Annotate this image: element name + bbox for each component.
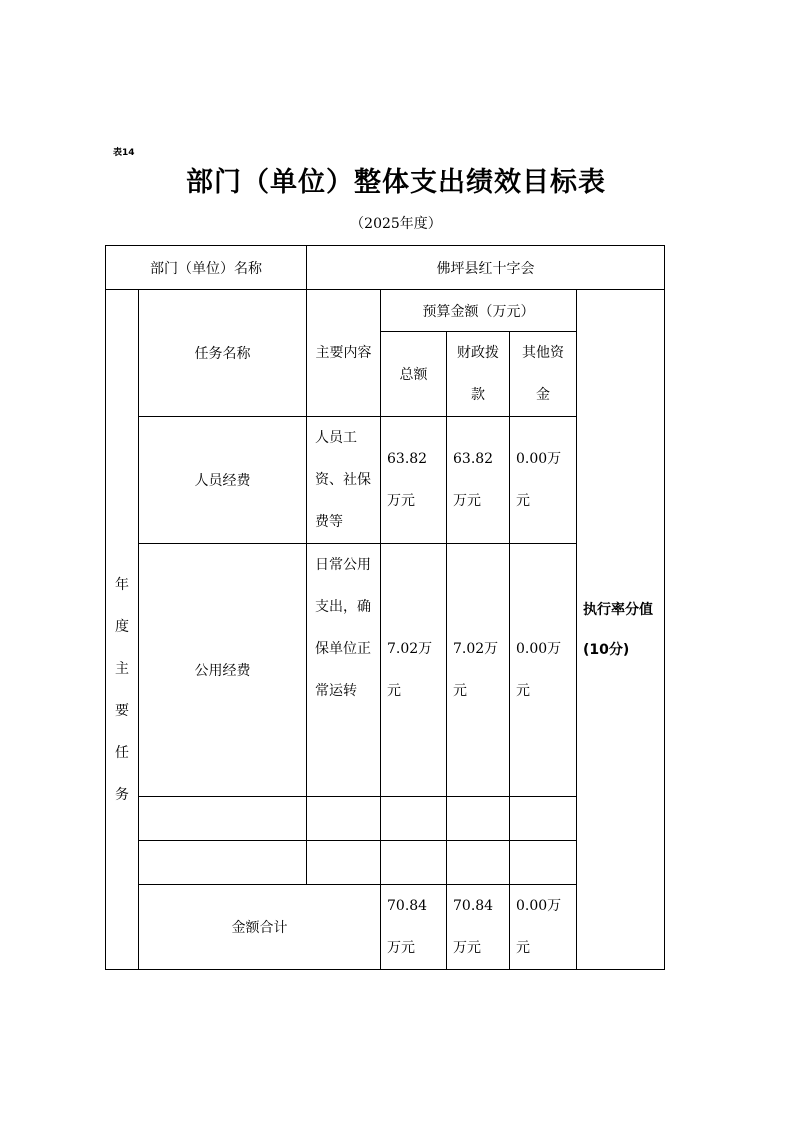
side-label-cell bbox=[106, 290, 139, 970]
fiscal-header-text: 财政拨款 bbox=[457, 345, 499, 403]
dept-value: 佛坪县红十字会 bbox=[436, 260, 535, 277]
side-label-char: 主 bbox=[115, 660, 129, 677]
empty-cell bbox=[139, 797, 307, 841]
side-label-char: 度 bbox=[115, 618, 129, 635]
empty-cell bbox=[510, 841, 577, 885]
performance-table bbox=[105, 245, 665, 970]
sum-other-cell bbox=[510, 885, 577, 970]
content-text: 人员工资、社保费等 bbox=[315, 430, 371, 530]
empty-cell bbox=[447, 841, 510, 885]
total-cell bbox=[381, 417, 447, 544]
total-cell bbox=[381, 544, 447, 797]
task-name-header bbox=[139, 290, 307, 417]
empty-cell bbox=[510, 797, 577, 841]
fiscal-header bbox=[447, 332, 510, 417]
empty-cell bbox=[307, 841, 381, 885]
budget-header bbox=[381, 290, 577, 332]
sum-other-value: 0.00万元 bbox=[516, 898, 562, 956]
empty-cell bbox=[447, 797, 510, 841]
other-cell bbox=[510, 544, 577, 797]
empty-cell bbox=[381, 797, 447, 841]
side-label-char: 年 bbox=[115, 576, 129, 593]
other-value: 0.00万元 bbox=[516, 641, 562, 699]
table-number: 表14 bbox=[113, 148, 135, 158]
total-value: 7.02万元 bbox=[387, 641, 433, 699]
year-label: （2025年度） bbox=[350, 216, 442, 232]
page-title: 部门（单位）整体支出绩效目标表 bbox=[186, 167, 606, 198]
other-value: 0.00万元 bbox=[516, 451, 562, 509]
dept-label-cell bbox=[106, 246, 307, 290]
dept-value-cell bbox=[307, 246, 665, 290]
task-text: 公用经费 bbox=[194, 663, 251, 679]
other-header-text: 其他资金 bbox=[522, 345, 564, 403]
exec-rate-text: 执行率分值(10分) bbox=[583, 601, 653, 658]
task-text: 人员经费 bbox=[194, 473, 251, 489]
main-content-header bbox=[307, 290, 381, 417]
total-value: 63.82万元 bbox=[387, 451, 428, 509]
sum-total-value: 70.84万元 bbox=[387, 898, 428, 956]
fiscal-cell bbox=[447, 544, 510, 797]
sum-label-cell bbox=[139, 885, 381, 970]
other-header bbox=[510, 332, 577, 417]
total-header-text: 总额 bbox=[399, 367, 428, 383]
task-cell bbox=[139, 544, 307, 797]
fiscal-value: 7.02万元 bbox=[453, 641, 499, 699]
side-label-char: 要 bbox=[115, 702, 129, 719]
empty-cell bbox=[307, 797, 381, 841]
exec-rate-cell bbox=[577, 290, 665, 970]
fiscal-value: 63.82万元 bbox=[453, 451, 494, 509]
main-content-header-text: 主要内容 bbox=[315, 345, 372, 361]
side-label-char: 任 bbox=[115, 744, 129, 761]
sum-fiscal-cell bbox=[447, 885, 510, 970]
dept-row bbox=[106, 246, 665, 290]
fiscal-cell bbox=[447, 417, 510, 544]
task-name-header-text: 任务名称 bbox=[194, 346, 251, 362]
task-cell bbox=[139, 417, 307, 544]
total-header bbox=[381, 332, 447, 417]
content-cell bbox=[307, 544, 381, 797]
header-row-1 bbox=[106, 290, 665, 332]
content-text: 日常公用支出，确保单位正常运转 bbox=[315, 557, 371, 699]
content-cell bbox=[307, 417, 381, 544]
dept-label: 部门（单位）名称 bbox=[150, 260, 262, 277]
sum-total-cell bbox=[381, 885, 447, 970]
empty-cell bbox=[381, 841, 447, 885]
side-label-char: 务 bbox=[115, 786, 129, 803]
budget-header-text: 预算金额（万元） bbox=[422, 303, 535, 320]
sum-label: 金额合计 bbox=[231, 920, 288, 936]
empty-cell bbox=[139, 841, 307, 885]
sum-fiscal-value: 70.84万元 bbox=[453, 898, 494, 956]
other-cell bbox=[510, 417, 577, 544]
